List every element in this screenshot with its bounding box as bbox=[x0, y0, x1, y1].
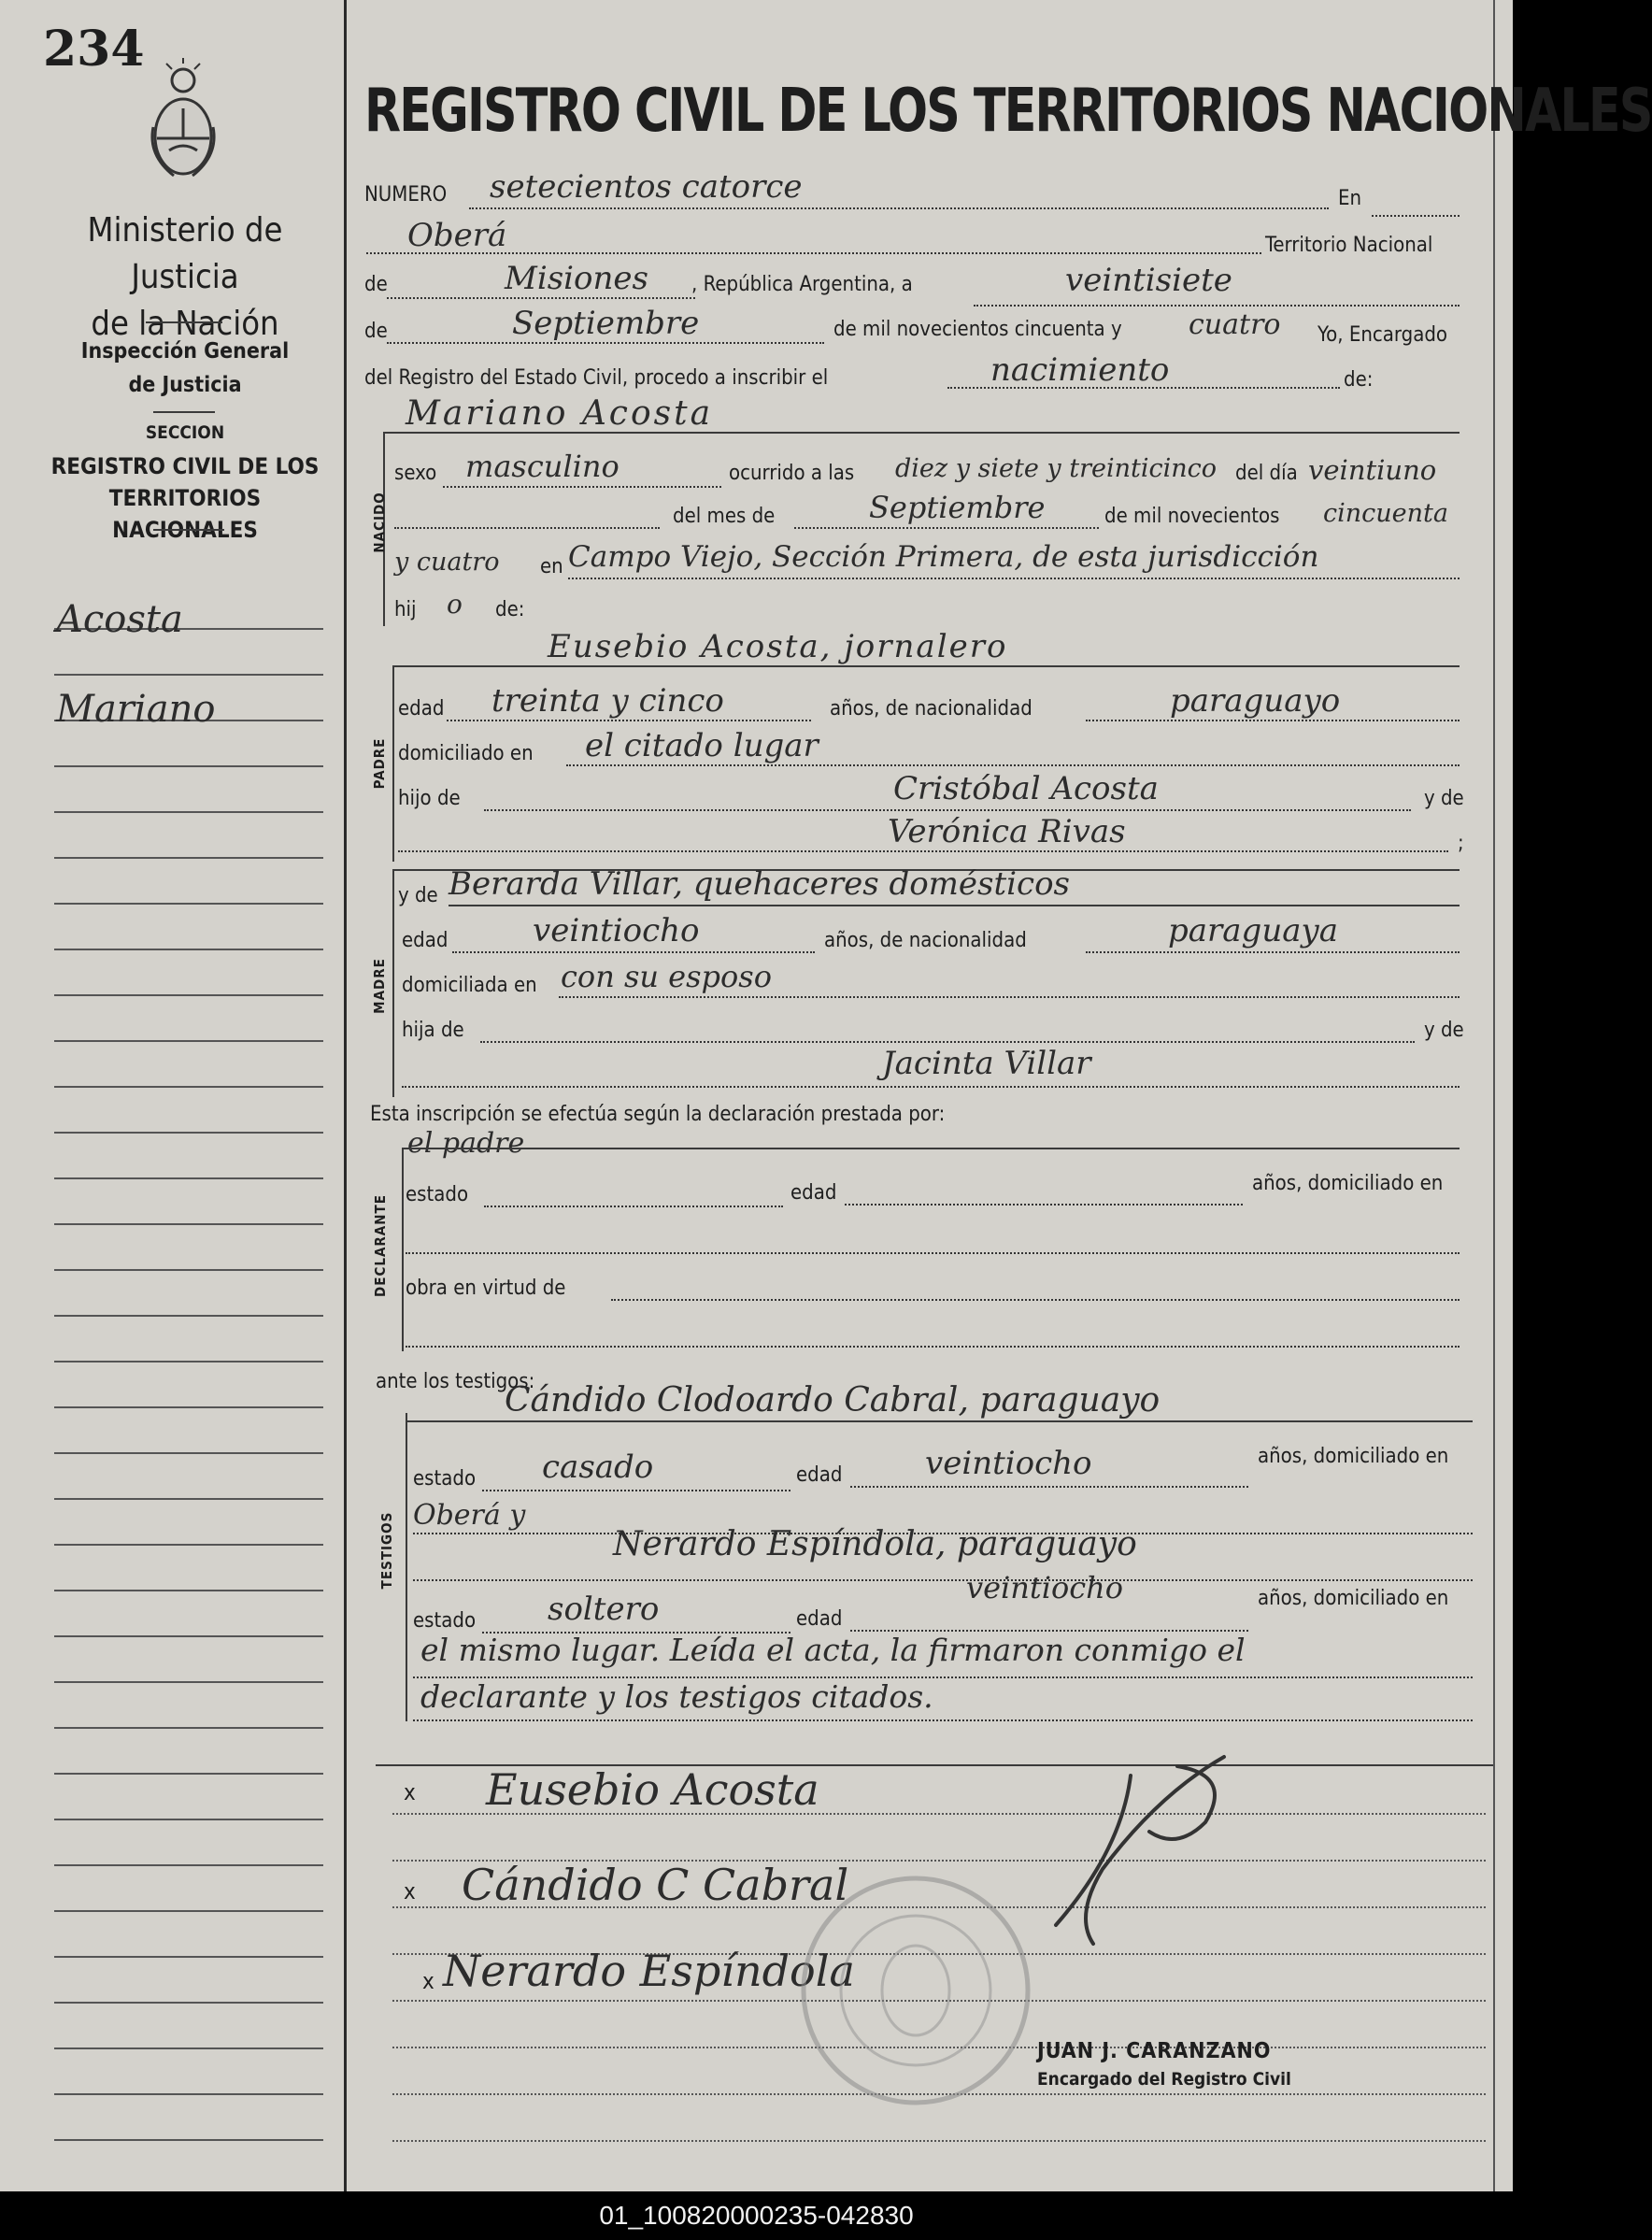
testigo-1-edad-underline bbox=[850, 1486, 1248, 1488]
anio-value-1: cincuenta bbox=[1323, 499, 1448, 528]
padre-name-value: Eusebio Acosta, jornalero bbox=[548, 628, 1008, 665]
declarante-domicilio-underline bbox=[406, 1252, 1460, 1254]
nacido-side-label: NACIDO bbox=[371, 492, 388, 553]
inspection-line-2: de Justicia bbox=[128, 373, 242, 397]
sig-3-mark: x bbox=[422, 1968, 434, 1994]
madre-domicilio-underline bbox=[559, 996, 1460, 998]
madre-mother-underline bbox=[402, 1086, 1460, 1088]
padre-domicilio-underline bbox=[566, 764, 1460, 766]
testigo-1-estado-underline bbox=[482, 1490, 790, 1491]
document-title: REGISTRO CIVIL DE LOS TERRITORIOS NACIONALES bbox=[364, 77, 1652, 146]
sidebar-ruled-line bbox=[54, 1956, 323, 1958]
sidebar-ruled-line bbox=[54, 1910, 323, 1912]
testigo-2-estado: soltero bbox=[548, 1591, 660, 1628]
sidebar-ruled-line bbox=[54, 2002, 323, 2004]
year-value: cuatro bbox=[1189, 308, 1281, 341]
sidebar-ruled-line bbox=[54, 1269, 323, 1271]
padre-domicilio-value: el citado lugar bbox=[585, 727, 819, 764]
sidebar-ruled-line bbox=[54, 765, 323, 767]
page-number: 234 bbox=[43, 21, 145, 78]
madre-edad-label: edad bbox=[402, 929, 449, 952]
madre-left-rule bbox=[392, 869, 394, 1097]
padre-nacionalidad-value: paraguayo bbox=[1170, 682, 1341, 720]
declarante-anios-label: años, domiciliado en bbox=[1252, 1172, 1444, 1195]
signature-1: Eusebio Acosta bbox=[486, 1764, 819, 1815]
dia-value: veintiuno bbox=[1308, 454, 1437, 486]
padre-side-label: PADRE bbox=[371, 737, 388, 790]
official-title: Encargado del Registro Civil bbox=[1037, 2069, 1291, 2090]
testigo-2-anios-label: años, domiciliado en bbox=[1258, 1587, 1449, 1610]
official-signature-icon bbox=[990, 1738, 1271, 1981]
mes-underline bbox=[794, 527, 1099, 529]
inspection-line-1: Inspección General bbox=[80, 339, 290, 364]
madre-name-value: Berarda Villar, quehaceres domésticos bbox=[449, 865, 1070, 903]
sidebar-ruled-line bbox=[54, 1590, 323, 1591]
section-heading bbox=[37, 450, 333, 546]
sexo-underline bbox=[443, 486, 721, 488]
padre-edad-underline bbox=[447, 720, 811, 721]
declarante-estado-label: estado bbox=[406, 1183, 469, 1206]
sidebar-ruled-line bbox=[54, 2093, 323, 2095]
padre-yde-label: y de bbox=[1424, 787, 1464, 810]
testigo-2-edad-label: edad bbox=[796, 1607, 843, 1631]
declarante-extra-underline bbox=[406, 1346, 1460, 1348]
lugar-value: Campo Viejo, Sección Primera, de esta jurisdicción bbox=[568, 540, 1319, 574]
sidebar-ruled-line bbox=[54, 1361, 323, 1363]
de-label-1: de bbox=[364, 273, 388, 296]
declarante-intro: Esta inscripción se efectúa según la declaración prestada por: bbox=[370, 1103, 946, 1126]
sidebar-ruled-line bbox=[54, 1223, 323, 1225]
declarante-edad-label: edad bbox=[790, 1181, 837, 1205]
sidebar-given-name: Mariano bbox=[56, 688, 216, 731]
signature-3: Nerardo Espíndola bbox=[443, 1946, 855, 1996]
declarante-edad-underline bbox=[845, 1204, 1243, 1206]
sidebar-ruled-line bbox=[54, 1132, 323, 1134]
republic-text: , República Argentina, a bbox=[691, 273, 913, 296]
sidebar-surname: Acosta bbox=[56, 598, 183, 641]
padre-semicolon: ; bbox=[1458, 832, 1464, 855]
sidebar-ruled-line bbox=[54, 2047, 323, 2049]
lugar-en-label: en bbox=[540, 555, 563, 578]
day-underline bbox=[974, 305, 1460, 307]
testigo-1-anios-label: años, domiciliado en bbox=[1258, 1445, 1449, 1468]
sidebar-ruled-line bbox=[54, 2139, 323, 2141]
mes-pre-underline bbox=[394, 527, 660, 529]
year-text: de mil novecientos cincuenta y bbox=[833, 318, 1122, 341]
sidebar-ruled-line bbox=[54, 1177, 323, 1179]
sidebar-ruled-line bbox=[54, 903, 323, 905]
territorio-label: Territorio Nacional bbox=[1265, 234, 1433, 257]
hij-de-label: de: bbox=[495, 598, 525, 621]
sidebar-ruled-line bbox=[54, 857, 323, 859]
testigo-2-edad: veintiocho bbox=[966, 1570, 1124, 1605]
testigo-1-edad: veintiocho bbox=[925, 1445, 1092, 1482]
testigos-left-rule bbox=[406, 1413, 407, 1721]
sidebar-ruled-line bbox=[54, 811, 323, 813]
madre-nac-underline bbox=[1086, 951, 1460, 953]
en-label: En bbox=[1338, 187, 1362, 210]
signature-2: Cándido C Cabral bbox=[462, 1860, 849, 1910]
madre-yde-label: y de bbox=[398, 884, 438, 907]
page-right-edge bbox=[1493, 0, 1495, 2191]
place-value: Oberá bbox=[407, 217, 507, 254]
declarante-left-rule bbox=[402, 1148, 404, 1351]
numero-value: setecientos catorce bbox=[490, 168, 803, 206]
madre-domicilio-label: domiciliada en bbox=[402, 974, 537, 997]
sidebar-rule bbox=[153, 411, 215, 413]
mes-label: del mes de bbox=[673, 505, 776, 528]
testigo-2-name-underline bbox=[413, 1579, 1473, 1581]
territory-underline bbox=[387, 297, 695, 299]
padre-left-rule bbox=[392, 665, 394, 862]
numero-underline bbox=[469, 207, 1329, 209]
madre-nacionalidad-value: paraguaya bbox=[1168, 912, 1338, 949]
sidebar-ruled-line bbox=[54, 1864, 323, 1866]
de-label-2: de bbox=[364, 320, 388, 343]
hora-value: diez y siete y treinticinco bbox=[895, 454, 1218, 483]
del-dia-label: del día bbox=[1235, 462, 1298, 485]
padre-mother-underline bbox=[398, 850, 1448, 852]
closing-line-1: el mismo lugar. Leída el acta, la firmaron conmigo el bbox=[420, 1632, 1246, 1668]
registered-name: Mariano Acosta bbox=[406, 394, 714, 433]
sexo-value: masculino bbox=[465, 449, 620, 484]
sidebar-ruled-line bbox=[54, 1727, 323, 1729]
month-underline bbox=[387, 342, 824, 344]
sidebar-rule bbox=[146, 321, 222, 323]
sidebar-divider bbox=[344, 0, 347, 2191]
sidebar-ruled-line bbox=[54, 1406, 323, 1408]
hij-label: hij bbox=[394, 598, 417, 621]
signature-ruled-line bbox=[392, 2140, 1486, 2142]
padre-mother-value: Verónica Rivas bbox=[888, 813, 1126, 850]
declarante-value: el padre bbox=[407, 1127, 525, 1160]
madre-mother-value: Jacinta Villar bbox=[882, 1045, 1091, 1082]
madre-name-underline bbox=[449, 905, 1460, 906]
madre-anios-label: años, de nacionalidad bbox=[824, 929, 1027, 952]
coat-of-arms-icon bbox=[146, 62, 221, 183]
lugar-underline bbox=[568, 578, 1460, 579]
sidebar-ruled-line bbox=[54, 1635, 323, 1637]
anio-label: de mil novecientos bbox=[1104, 505, 1280, 528]
sexo-label: sexo bbox=[394, 462, 437, 485]
official-name: JUAN J. CARANZANO bbox=[1037, 2039, 1272, 2063]
padre-father-value: Cristóbal Acosta bbox=[893, 770, 1159, 807]
testigos-intro: ante los testigos: bbox=[376, 1370, 535, 1393]
closing-line-2-underline bbox=[413, 1719, 1473, 1721]
testigo-1-edad-label: edad bbox=[796, 1463, 843, 1487]
testigo-1-estado: casado bbox=[542, 1448, 654, 1486]
sidebar-ruled-line bbox=[54, 1086, 323, 1088]
testigo-1-name: Cándido Clodoardo Cabral, paraguayo bbox=[505, 1381, 1161, 1420]
sidebar-ruled-line bbox=[54, 1544, 323, 1546]
padre-edad-label: edad bbox=[398, 697, 445, 721]
ministry-line-1: Ministerio de Justicia bbox=[87, 211, 283, 296]
testigo-1-estado-label: estado bbox=[413, 1467, 477, 1491]
sidebar-ruled-line bbox=[54, 1681, 323, 1683]
act-type-value: nacimiento bbox=[990, 351, 1170, 389]
padre-domicilio-label: domiciliado en bbox=[398, 742, 534, 765]
testigos-top-rule bbox=[407, 1420, 1473, 1422]
section-label: SECCION bbox=[145, 422, 225, 443]
sidebar-ruled-line bbox=[54, 1040, 323, 1042]
sidebar-ruled-line bbox=[54, 1452, 323, 1454]
padre-hijo-de-label: hijo de bbox=[398, 787, 461, 810]
madre-yde2-label: y de bbox=[1424, 1019, 1464, 1042]
ocurrido-label: ocurrido a las bbox=[729, 462, 855, 485]
madre-hija-de-label: hija de bbox=[402, 1019, 464, 1042]
sidebar-ruled-line bbox=[54, 1498, 323, 1500]
ministry-line-2: de la Nación bbox=[91, 305, 279, 343]
de-colon: de: bbox=[1344, 368, 1374, 392]
madre-edad-underline bbox=[452, 951, 815, 953]
sig-2-mark: x bbox=[404, 1878, 416, 1905]
padre-top-rule bbox=[394, 665, 1460, 667]
sidebar-ruled-line bbox=[54, 949, 323, 950]
section-line-2: TERRITORIOS NACIONALES bbox=[108, 485, 262, 543]
hij-value: o bbox=[447, 589, 463, 620]
place-underline bbox=[366, 252, 1261, 254]
registro-text: del Registro del Estado Civil, procedo a inscribir el bbox=[364, 366, 829, 390]
day-value: veintisiete bbox=[1065, 262, 1232, 299]
madre-edad-value: veintiocho bbox=[533, 912, 700, 949]
sidebar-rule bbox=[153, 529, 224, 531]
testigos-side-label: TESTIGOS bbox=[378, 1511, 395, 1590]
inspection-heading bbox=[37, 335, 333, 402]
madre-domicilio-value: con su esposo bbox=[561, 959, 772, 994]
numero-label: NUMERO bbox=[364, 183, 448, 207]
declarante-side-label: DECLARANTE bbox=[372, 1194, 389, 1297]
mes-value: Septiembre bbox=[869, 490, 1046, 525]
nacido-top-rule bbox=[385, 432, 1460, 434]
sidebar-ruled-line bbox=[54, 1315, 323, 1317]
declarante-obra-underline bbox=[611, 1299, 1460, 1301]
en-underline bbox=[1372, 215, 1460, 217]
footer-image-id: 01_100820000235-042830 bbox=[0, 2191, 1513, 2240]
padre-edad-value: treinta y cinco bbox=[491, 682, 724, 720]
declarante-top-rule bbox=[404, 1148, 1460, 1149]
section-line-1: REGISTRO CIVIL DE LOS bbox=[50, 453, 320, 479]
sig-1-mark: x bbox=[404, 1779, 416, 1805]
testigo-2-estado-label: estado bbox=[413, 1609, 477, 1633]
padre-nac-underline bbox=[1086, 720, 1460, 721]
declarante-obra-label: obra en virtud de bbox=[406, 1277, 566, 1300]
madre-father-underline bbox=[480, 1041, 1415, 1043]
testigo-1-domicilio: Oberá y bbox=[413, 1499, 526, 1532]
sidebar-ruled-line bbox=[54, 1773, 323, 1775]
anio-value-2: y cuatro bbox=[394, 548, 500, 577]
padre-father-underline bbox=[484, 809, 1411, 811]
sidebar-ruled-line bbox=[54, 674, 323, 676]
month-value: Septiembre bbox=[512, 305, 700, 342]
testigo-2-name: Nerardo Espíndola, paraguayo bbox=[613, 1525, 1137, 1563]
ministry-heading bbox=[37, 207, 333, 348]
closing-line-2: declarante y los testigos citados. bbox=[420, 1678, 933, 1715]
madre-side-label: MADRE bbox=[371, 958, 388, 1014]
padre-anios-label: años, de nacionalidad bbox=[830, 697, 1032, 721]
sidebar-ruled-line bbox=[54, 1819, 323, 1820]
sidebar-ruled-line bbox=[54, 994, 323, 996]
territory-value: Misiones bbox=[505, 260, 648, 297]
declarante-estado-underline bbox=[484, 1206, 783, 1207]
encargado-text: Yo, Encargado bbox=[1317, 323, 1448, 347]
